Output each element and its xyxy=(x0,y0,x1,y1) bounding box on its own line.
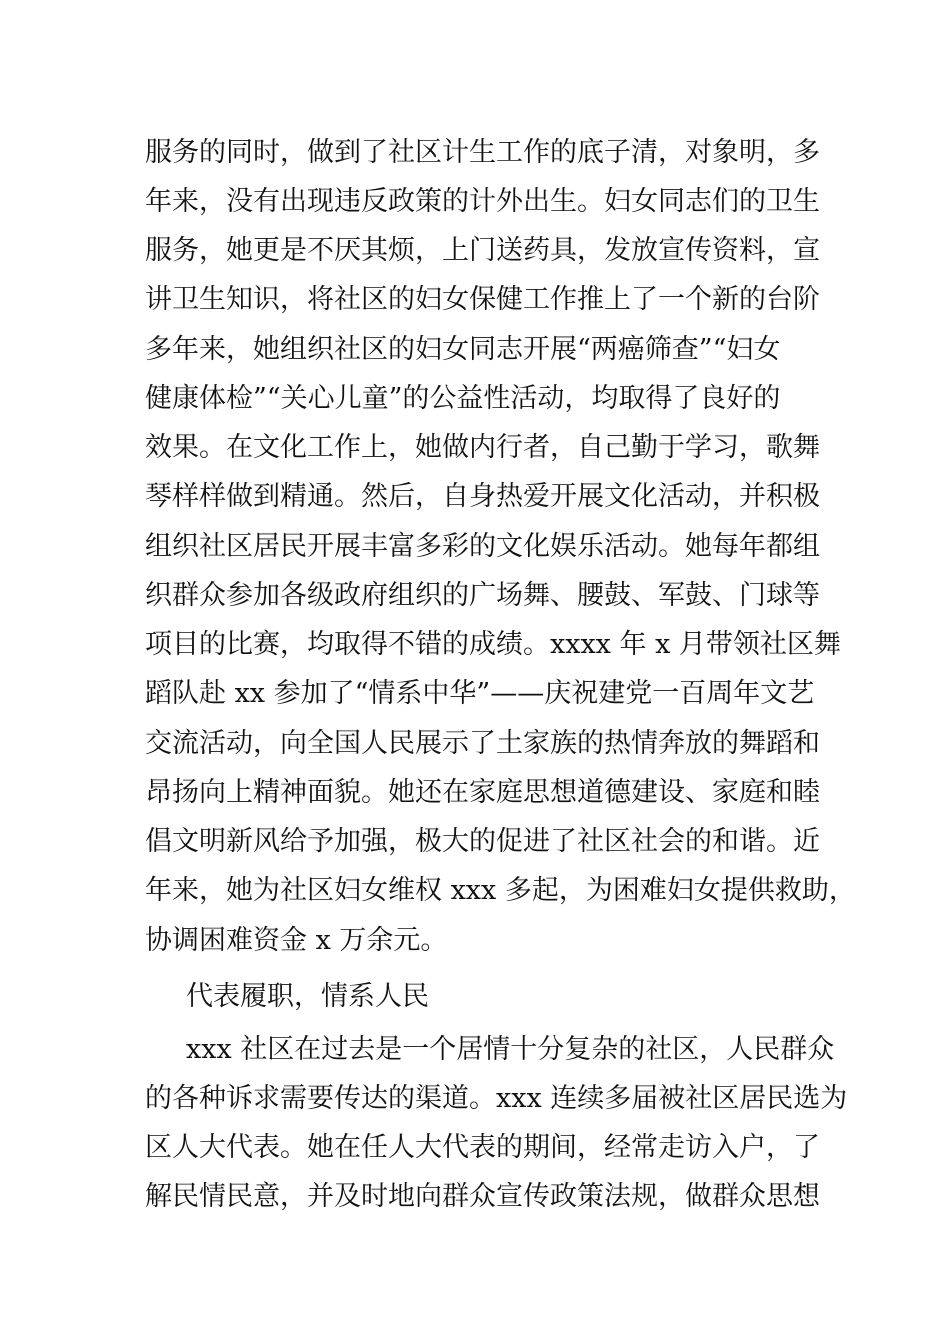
body-text-line: 年来，没有出现违反政策的计外出生。妇女同志们的卫生 xyxy=(145,186,820,217)
body-text-line: 倡文明新风给予加强，极大的促进了社区社会的和谐。近 xyxy=(145,826,820,857)
body-text-line: 组织社区居民开展丰富多彩的文化娱乐活动。她每年都组 xyxy=(145,531,820,562)
body-text-line: 讲卫生知识，将社区的妇女保健工作推上了一个新的台阶 xyxy=(145,284,820,315)
body-text-line: 服务的同时，做到了社区计生工作的底子清，对象明，多 xyxy=(145,137,820,168)
body-text-line: 的各种诉求需要传达的渠道。xxx 连续多届被社区居民选为 xyxy=(145,1083,848,1114)
body-text-line: 项目的比赛，均取得不错的成绩。xxxx 年 x 月带领社区舞 xyxy=(145,629,841,660)
body-text-line: 解民情民意，并及时地向群众宣传政策法规，做群众思想 xyxy=(145,1181,820,1212)
body-text-line: 交流活动，向全国人民展示了土家族的热情奔放的舞蹈和 xyxy=(145,728,820,759)
body-text-line: 协调困难资金 x 万余元。 xyxy=(145,925,448,956)
body-text-line: xxx 社区在过去是一个居情十分复杂的社区，人民群众 xyxy=(186,1034,835,1065)
body-text-line: 琴样样做到精通。然后，自身热爱开展文化活动，并积极 xyxy=(145,481,820,512)
body-text-line: 服务，她更是不厌其烦，上门送药具，发放宣传资料，宣 xyxy=(145,235,820,266)
body-text-line: 效果。在文化工作上，她做内行者，自己勤于学习，歌舞 xyxy=(145,432,820,463)
body-text-line: 区人大代表。她在任人大代表的期间，经常走访入户，了 xyxy=(145,1132,820,1163)
body-text-line: 年来，她为社区妇女维权 xxx 多起，为困难妇女提供救助， xyxy=(145,875,856,906)
section-heading: 代表履职，情系人民 xyxy=(186,981,429,1012)
body-text-line: 织群众参加各级政府组织的广场舞、腰鼓、军鼓、门球等 xyxy=(145,580,820,611)
body-text-line: 昂扬向上精神面貌。她还在家庭思想道德建设、家庭和睦 xyxy=(145,777,820,808)
body-text-line: 多年来，她组织社区的妇女同志开展“两癌筛查”“妇女 xyxy=(145,334,781,365)
body-text-line: 健康体检”“关心儿童”的公益性活动，均取得了良好的 xyxy=(145,383,781,414)
body-text-line: 蹈队赴 xx 参加了“情系中华”——庆祝建党一百周年文艺 xyxy=(145,678,815,709)
